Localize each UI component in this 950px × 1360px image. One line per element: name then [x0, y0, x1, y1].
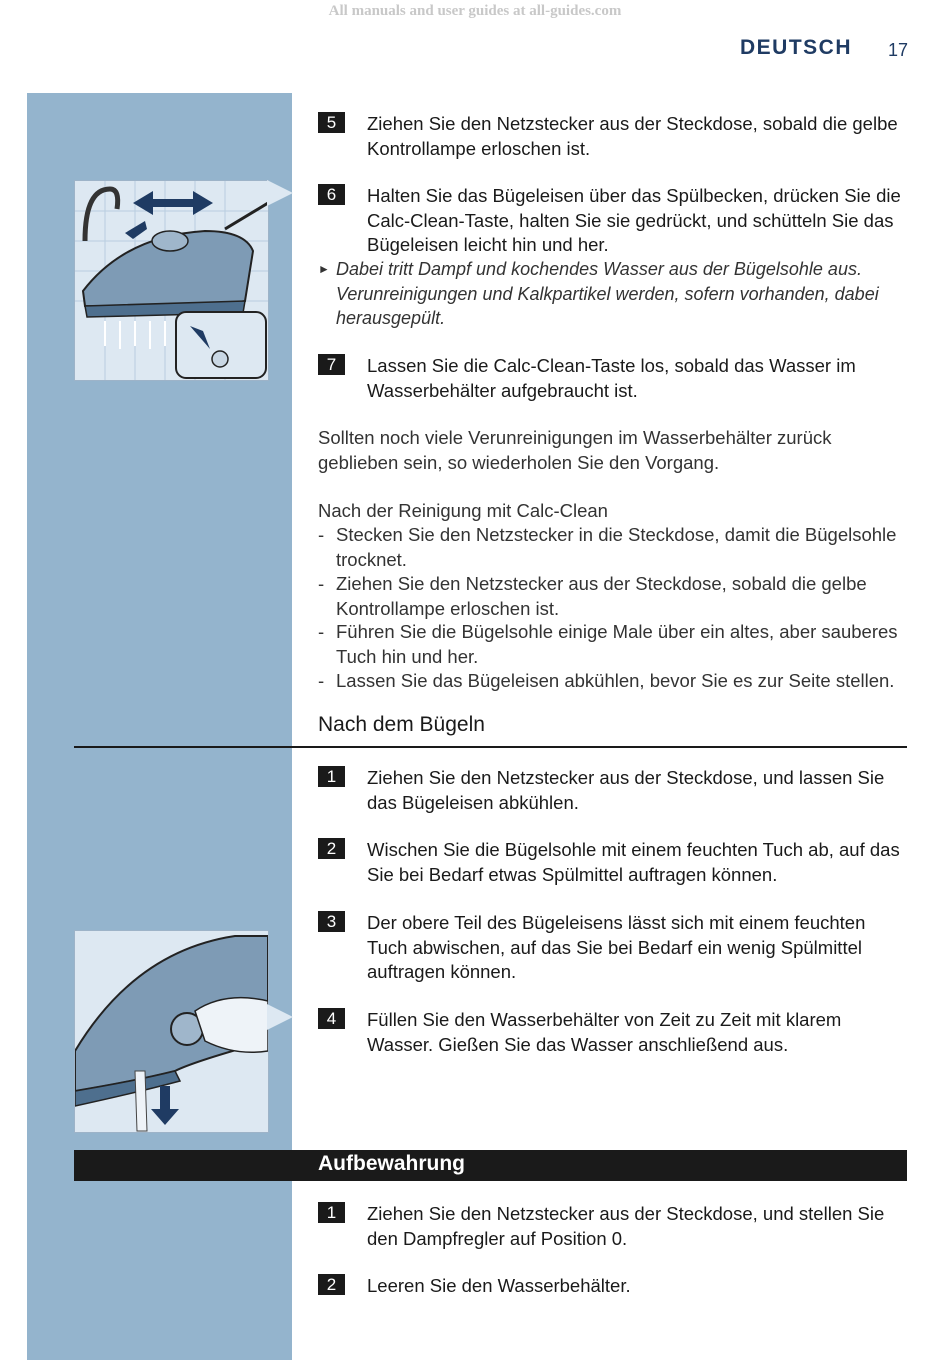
step-number: 2 — [318, 1274, 345, 1295]
water-tank-illustration — [74, 930, 269, 1133]
step-text: Ziehen Sie den Netzstecker aus der Steckdose, sobald die gelbe Kontrollampe erloschen ist. — [367, 113, 898, 159]
step-text: Wischen Sie die Bügelsohle mit einem feuchten Tuch ab, auf das Sie bei Bedarf etwas Spülmittel auftragen können. — [367, 839, 900, 885]
step-6-result — [318, 257, 908, 331]
after-ironing-step-2 — [318, 838, 908, 887]
after-clean-item: - Führen Sie die Bügelsohle einige Male über ein altes, aber sauberes Tuch hin und her. — [318, 620, 908, 669]
section-heading-after-ironing: Nach dem Bügeln — [318, 713, 485, 736]
step-number: 5 — [318, 112, 345, 133]
section-bar-storage — [74, 1150, 907, 1181]
item-text: Ziehen Sie den Netzstecker aus der Steckdose, sobald die gelbe Kontrollampe erloschen ist. — [336, 573, 867, 619]
step-text: Lassen Sie die Calc-Clean-Taste los, sobald das Wasser im Wasserbehälter aufgebraucht ist. — [367, 355, 856, 401]
after-ironing-step-4 — [318, 1008, 908, 1057]
storage-step-2 — [318, 1274, 908, 1299]
step-number: 7 — [318, 354, 345, 375]
step-5 — [318, 112, 908, 161]
after-clean-item: - Ziehen Sie den Netzstecker aus der Steckdose, sobald die gelbe Kontrollampe erloschen ist. — [318, 572, 908, 621]
step-text: Ziehen Sie den Netzstecker aus der Steckdose, und stellen Sie den Dampfregler auf Position 0. — [367, 1203, 885, 1249]
watermark: All manuals and user guides at all-guides.com — [328, 3, 622, 19]
after-clean-item: - Stecken Sie den Netzstecker in die Steckdose, damit die Bügelsohle trocknet. — [318, 523, 908, 572]
item-text: Stecken Sie den Netzstecker in die Steckdose, damit die Bügelsohle trocknet. — [336, 524, 897, 570]
step-text: Füllen Sie den Wasserbehälter von Zeit zu Zeit mit klarem Wasser. Gießen Sie das Wasser anschließend aus. — [367, 1009, 842, 1055]
result-text: Dabei tritt Dampf und kochendes Wasser aus der Bügelsohle aus. Verunreinigungen und Kalkpartikel werden, sofern vorhanden, dabei herausgepült. — [336, 259, 879, 328]
after-clean-intro: Nach der Reinigung mit Calc-Clean — [318, 500, 608, 521]
item-text: Führen Sie die Bügelsohle einige Male über ein altes, aber sauberes Tuch hin und her. — [336, 621, 898, 667]
step-number: 1 — [318, 766, 345, 787]
after-ironing-step-1 — [318, 766, 908, 815]
step-text: Leeren Sie den Wasserbehälter. — [367, 1275, 631, 1296]
step-text: Der obere Teil des Bügeleisens lässt sich mit einem feuchten Tuch abwischen, auf das Sie bei Bedarf ein wenig Spülmittel auftragen können. — [367, 912, 866, 982]
callout-pointer — [267, 1004, 293, 1030]
step-7 — [318, 354, 908, 403]
repeat-paragraph: Sollten noch viele Verunreinigungen im Wasserbehälter zurück geblieben sein, so wiederholen Sie den Vorgang. — [318, 427, 832, 473]
calc-clean-illustration — [74, 180, 269, 381]
iron-shaking-icon — [75, 181, 268, 380]
after-ironing-step-3 — [318, 911, 908, 985]
iron-emptying-icon — [75, 931, 268, 1132]
step-number: 4 — [318, 1008, 345, 1029]
storage-step-1 — [318, 1202, 908, 1251]
callout-pointer — [267, 180, 293, 206]
step-number: 2 — [318, 838, 345, 859]
step-number: 3 — [318, 911, 345, 932]
page-number: 17 — [888, 40, 909, 60]
step-number: 6 — [318, 184, 345, 205]
section-heading-storage: Aufbewahrung — [318, 1152, 465, 1175]
result-arrow-icon: ► — [318, 262, 330, 276]
item-text: Lassen Sie das Bügeleisen abkühlen, bevor Sie es zur Seite stellen. — [336, 670, 895, 691]
section-divider — [74, 746, 907, 748]
language-heading: DEUTSCH — [740, 36, 853, 59]
after-clean-item: - Lassen Sie das Bügeleisen abkühlen, bevor Sie es zur Seite stellen. — [318, 669, 908, 694]
step-text: Ziehen Sie den Netzstecker aus der Steckdose, und lassen Sie das Bügeleisen abkühlen. — [367, 767, 885, 813]
step-6 — [318, 184, 908, 258]
step-text: Halten Sie das Bügeleisen über das Spülbecken, drücken Sie die Calc-Clean-Taste, halten Sie sie gedrückt, und schütteln Sie das Bügeleisen leicht hin und her. — [367, 185, 901, 255]
step-number: 1 — [318, 1202, 345, 1223]
